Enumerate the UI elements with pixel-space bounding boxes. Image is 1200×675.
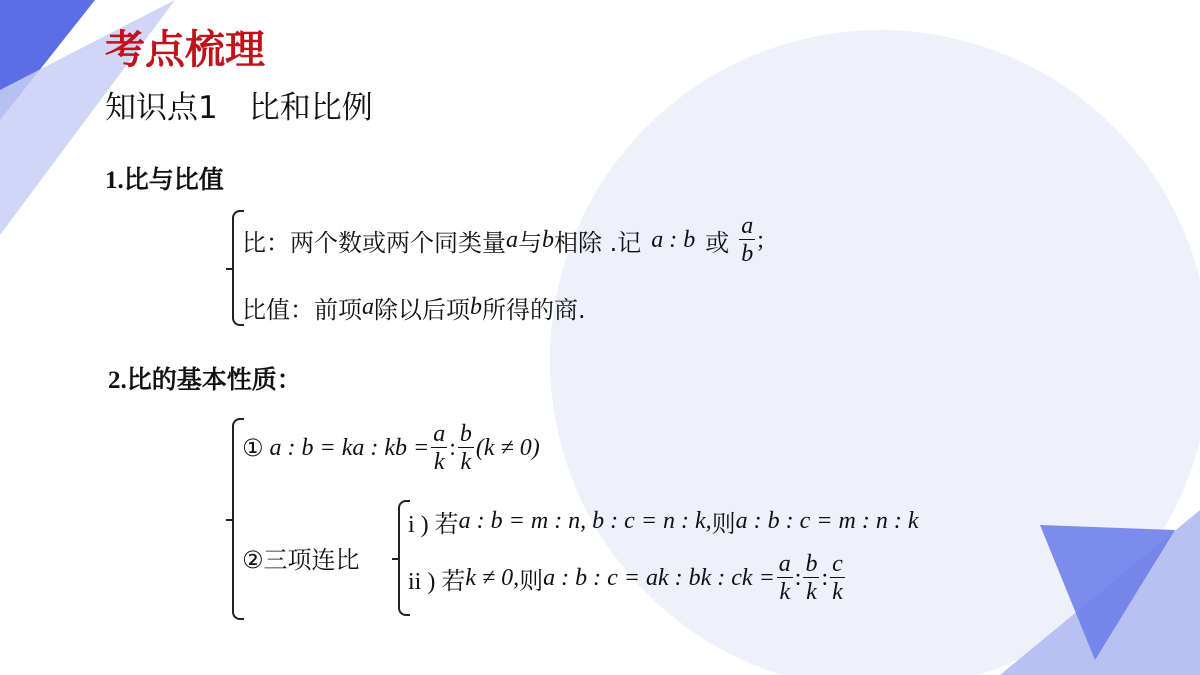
- case-ii-frac-b: [803, 552, 819, 604]
- property-one-expr: a : b = ka : kb =: [269, 434, 430, 461]
- section2-heading: 2.比的基本性质：: [108, 367, 302, 394]
- ratio-value-prefix: 比值：前项: [242, 296, 362, 324]
- case-ii-colon-1: :: [794, 564, 802, 591]
- ratio-value-tail: 所得的商.: [482, 296, 586, 324]
- section1-heading: 1.比与比值: [105, 167, 224, 194]
- page-subtitle: 知识点1 比和比例: [105, 90, 373, 126]
- ratio-def-prefix: 比：两个数或两个同类量: [242, 228, 506, 257]
- ratio-var-a: a: [506, 226, 518, 253]
- page-title: 考点梳理: [105, 27, 265, 73]
- case-i-expr: a : b = m : n, b : c = n : k,: [458, 508, 712, 534]
- frac-denominator: k: [433, 449, 445, 475]
- case-ii-then: 则: [519, 566, 544, 595]
- ratio-or: 或: [705, 228, 730, 257]
- case-ii-condition: k ≠ 0,: [465, 564, 520, 591]
- frac-denominator: k: [460, 449, 472, 475]
- frac-numerator: a: [433, 421, 446, 447]
- frac-numerator: c: [832, 551, 843, 577]
- ratio-fraction: [739, 214, 755, 266]
- frac-denominator: k: [806, 579, 817, 605]
- ratio-end: ;: [757, 226, 764, 253]
- property-two-case-i: [408, 504, 918, 539]
- case-ii-expr: a : b : c = ak : bk : ck =: [543, 564, 775, 591]
- case-i-result: a : b : c = m : n : k: [735, 508, 919, 534]
- frac-numerator: b: [459, 421, 472, 447]
- ratio-notation: a : b: [651, 226, 696, 253]
- property-one-colon: :: [449, 434, 456, 461]
- ratio-fraction-numerator: a: [741, 213, 754, 239]
- ratio-var-b: b: [542, 226, 554, 253]
- case-ii-colon-2: :: [821, 564, 829, 591]
- ratio-value-var-a: a: [362, 294, 374, 320]
- ratio-value-mid: 除以后项: [374, 296, 470, 324]
- property-one-frac-b: [458, 422, 474, 474]
- property-two-label: ②三项连比: [242, 546, 360, 574]
- property-one-condition: (k ≠ 0): [475, 434, 540, 461]
- frac-denominator: k: [832, 579, 843, 605]
- property-one: [242, 422, 540, 474]
- case-ii-frac-c: [830, 552, 845, 604]
- case-i-then: 则: [711, 510, 736, 538]
- property-two-case-ii: [408, 552, 847, 604]
- frac-numerator: a: [778, 551, 791, 577]
- ratio-def-tail: 相除 .记: [554, 228, 642, 257]
- property-one-frac-a: [431, 422, 447, 474]
- case-i-label: i ) 若: [408, 512, 459, 538]
- section1-item-ratio: [242, 214, 764, 266]
- frac-denominator: k: [779, 579, 791, 605]
- frac-numerator: b: [805, 551, 818, 577]
- ratio-fraction-denominator: b: [741, 241, 754, 267]
- case-ii-frac-a: [777, 552, 793, 604]
- ratio-def-mid: 与: [518, 228, 542, 257]
- property-one-label: ①: [242, 434, 264, 462]
- section1-item-ratio-value: [242, 290, 586, 325]
- ratio-value-var-b: b: [470, 294, 482, 320]
- case-ii-label: ii ) 若: [408, 568, 466, 595]
